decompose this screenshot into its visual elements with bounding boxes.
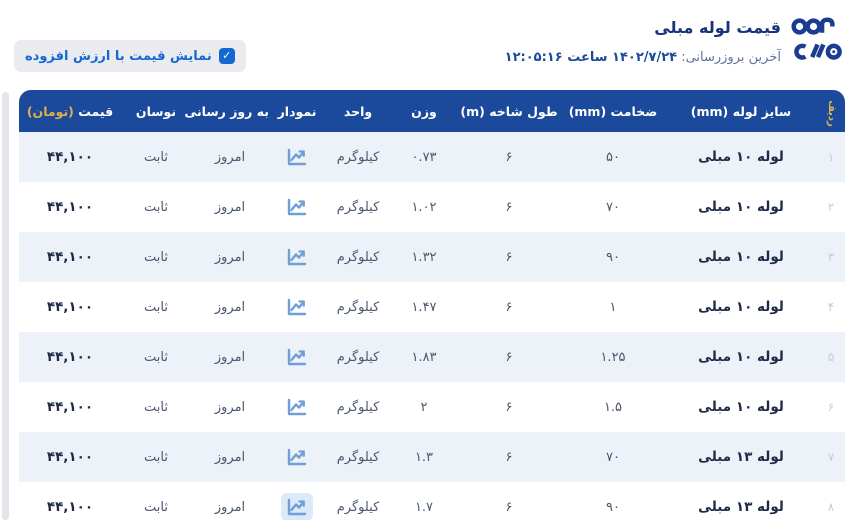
row-index-cell: ۵ <box>817 332 845 382</box>
updated-cell: امروز <box>191 132 269 182</box>
fluctuation-cell: ثابت <box>121 332 191 382</box>
chart-button[interactable] <box>281 293 313 321</box>
price-cell: ۴۴,۱۰۰ <box>19 232 121 282</box>
page-title: قیمت لوله مبلی <box>654 18 781 37</box>
line-chart-icon <box>286 247 308 267</box>
thickness-cell: ۷۰ <box>561 182 665 232</box>
price-cell: ۴۴,۱۰۰ <box>19 332 121 382</box>
chart-cell <box>269 132 325 182</box>
price-cell: ۴۴,۱۰۰ <box>19 282 121 332</box>
line-chart-icon <box>286 497 308 517</box>
price-unit-label: (تومان) <box>26 103 74 119</box>
ahan-melal-logo-icon <box>791 14 845 70</box>
weight-cell: ۱.۴۷ <box>391 282 457 332</box>
branch-length-cell: ۶ <box>457 432 561 482</box>
table-row <box>19 232 845 282</box>
pipe-size-cell: لوله ۱۰ مبلی <box>665 382 817 432</box>
line-chart-icon <box>286 297 308 317</box>
weight-cell: ۱.۳ <box>391 432 457 482</box>
fluctuation-cell: ثابت <box>121 382 191 432</box>
pipe-size-cell: لوله ۱۰ مبلی <box>665 182 817 232</box>
chart-button[interactable] <box>281 243 313 271</box>
col-header-row-index: ردیف <box>817 90 845 132</box>
line-chart-icon <box>286 397 308 417</box>
fluctuation-cell: ثابت <box>121 282 191 332</box>
row-index-cell: ۴ <box>817 282 845 332</box>
thickness-cell: ۱ <box>561 282 665 332</box>
pipe-size-cell: لوله ۱۰ مبلی <box>665 282 817 332</box>
fluctuation-cell: ثابت <box>121 482 191 520</box>
unit-cell: کیلوگرم <box>325 182 391 232</box>
table-row <box>19 382 845 432</box>
chart-cell <box>269 432 325 482</box>
unit-cell: کیلوگرم <box>325 232 391 282</box>
chart-cell <box>269 382 325 432</box>
branch-length-cell: ۶ <box>457 182 561 232</box>
chart-button[interactable] <box>281 143 313 171</box>
col-header-weight: وزن <box>391 90 457 132</box>
updated-cell: امروز <box>191 482 269 520</box>
weight-cell: ۰.۷۳ <box>391 132 457 182</box>
last-update-value: ۱۴۰۲/۷/۲۴ ساعت ۱۲:۰۵:۱۶ <box>504 50 678 65</box>
pipe-size-cell: لوله ۱۰ مبلی <box>665 332 817 382</box>
page-header <box>0 0 859 72</box>
updated-cell: امروز <box>191 182 269 232</box>
unit-cell: کیلوگرم <box>325 382 391 432</box>
updated-cell: امروز <box>191 232 269 282</box>
last-update-line <box>505 50 781 65</box>
row-index-cell: ۲ <box>817 182 845 232</box>
table-header <box>19 90 845 132</box>
fluctuation-cell: ثابت <box>121 132 191 182</box>
thickness-cell: ۹۰ <box>561 232 665 282</box>
unit-cell: کیلوگرم <box>325 482 391 520</box>
updated-cell: امروز <box>191 432 269 482</box>
row-index-cell: ۸ <box>817 482 845 520</box>
chart-cell <box>269 482 325 520</box>
weight-cell: ۱.۸۳ <box>391 332 457 382</box>
branch-length-cell: ۶ <box>457 232 561 282</box>
col-header-branch-length: طول شاخه (m) <box>457 90 561 132</box>
line-chart-icon <box>286 447 308 467</box>
table-row <box>19 182 845 232</box>
branch-length-cell: ۶ <box>457 132 561 182</box>
price-table <box>19 90 845 520</box>
chart-button[interactable] <box>281 393 313 421</box>
col-header-thickness: ضخامت (mm) <box>561 90 665 132</box>
row-index-cell: ۳ <box>817 232 845 282</box>
pipe-size-cell: لوله ۱۰ مبلی <box>665 232 817 282</box>
line-chart-icon <box>286 147 308 167</box>
table-row <box>19 482 845 520</box>
price-cell: ۴۴,۱۰۰ <box>19 382 121 432</box>
price-cell: ۴۴,۱۰۰ <box>19 432 121 482</box>
weight-cell: ۲ <box>391 382 457 432</box>
pipe-size-cell: لوله ۱۰ مبلی <box>665 132 817 182</box>
table-row <box>19 282 845 332</box>
branch-length-cell: ۶ <box>457 332 561 382</box>
branch-length-cell: ۶ <box>457 382 561 432</box>
col-header-pipe-size: سایز لوله (mm) <box>665 90 817 132</box>
branch-length-cell: ۶ <box>457 282 561 332</box>
price-cell: ۴۴,۱۰۰ <box>19 132 121 182</box>
line-chart-icon <box>286 197 308 217</box>
branch-length-cell: ۶ <box>457 482 561 520</box>
fluctuation-cell: ثابت <box>121 182 191 232</box>
vertical-scrollbar[interactable] <box>2 92 9 520</box>
updated-cell: امروز <box>191 332 269 382</box>
thickness-cell: ۷۰ <box>561 432 665 482</box>
vat-toggle-label: نمایش قیمت با ارزش افزوده <box>25 48 212 64</box>
row-index-cell: ۱ <box>817 132 845 182</box>
chart-button[interactable] <box>281 343 313 371</box>
thickness-cell: ۱.۵ <box>561 382 665 432</box>
chart-button[interactable] <box>281 493 313 520</box>
brand-block <box>505 12 845 70</box>
vat-toggle[interactable] <box>14 40 246 72</box>
fluctuation-cell: ثابت <box>121 232 191 282</box>
col-header-updated: به روز رسانی <box>191 90 269 132</box>
unit-cell: کیلوگرم <box>325 132 391 182</box>
table-row <box>19 432 845 482</box>
table-row <box>19 332 845 382</box>
updated-cell: امروز <box>191 282 269 332</box>
pipe-size-cell: لوله ۱۳ مبلی <box>665 432 817 482</box>
price-table-wrap <box>19 90 845 520</box>
weight-cell: ۱.۰۲ <box>391 182 457 232</box>
thickness-cell: ۹۰ <box>561 482 665 520</box>
col-header-price: قیمت (تومان) <box>19 90 121 132</box>
chart-cell <box>269 232 325 282</box>
thickness-cell: ۵۰ <box>561 132 665 182</box>
row-index-cell: ۶ <box>817 382 845 432</box>
chart-cell <box>269 282 325 332</box>
last-update-label: آخرین بروزرسانی: <box>681 50 781 65</box>
unit-cell: کیلوگرم <box>325 282 391 332</box>
line-chart-icon <box>286 347 308 367</box>
updated-cell: امروز <box>191 382 269 432</box>
chart-cell <box>269 182 325 232</box>
pipe-size-cell: لوله ۱۳ مبلی <box>665 482 817 520</box>
vat-checkbox-icon[interactable]: ✓ <box>219 48 235 64</box>
row-index-cell: ۷ <box>817 432 845 482</box>
col-header-fluctuation: نوسان <box>121 90 191 132</box>
chart-button[interactable] <box>281 193 313 221</box>
chart-cell <box>269 332 325 382</box>
table-body <box>19 132 845 520</box>
weight-cell: ۱.۷ <box>391 482 457 520</box>
unit-cell: کیلوگرم <box>325 332 391 382</box>
price-cell: ۴۴,۱۰۰ <box>19 182 121 232</box>
weight-cell: ۱.۳۲ <box>391 232 457 282</box>
col-header-unit: واحد <box>325 90 391 132</box>
chart-button[interactable] <box>281 443 313 471</box>
unit-cell: کیلوگرم <box>325 432 391 482</box>
fluctuation-cell: ثابت <box>121 432 191 482</box>
col-header-chart: نمودار <box>269 90 325 132</box>
price-cell: ۴۴,۱۰۰ <box>19 482 121 520</box>
table-row <box>19 132 845 182</box>
thickness-cell: ۱.۲۵ <box>561 332 665 382</box>
